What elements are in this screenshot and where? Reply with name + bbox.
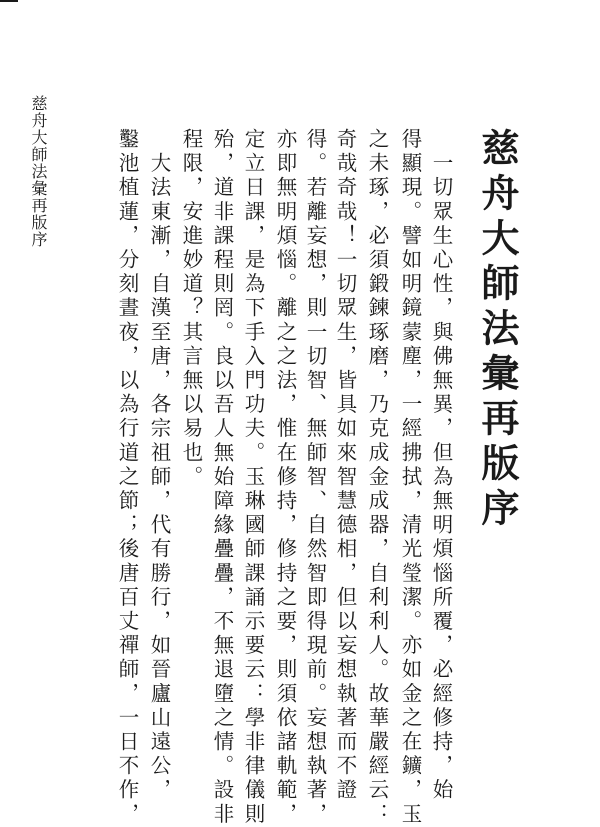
text-column-10: 大法東漸，自漢至唐，各宗祖師，代有勝行，如晉廬山遠公， xyxy=(147,128,171,803)
text-column-8: 殆，道非課程則罔。良以吾人無始障緣疊疊，不無退墮之情。設非 xyxy=(210,128,234,827)
page-number-dash xyxy=(0,0,18,2)
page-title: 慈舟大師法彙再版序 xyxy=(475,128,520,533)
text-column-6: 亦即無明煩惱。離之之法，惟在修持，修持之要，則須依諸軌範， xyxy=(273,128,297,827)
text-column-5: 得。若離妄想，則一切智、無師智、自然智即得現前。妄想執著， xyxy=(303,128,327,827)
text-column-3: 之未琢，必須鍛鍊琢磨，乃克成金成器，自利利人。故華嚴經云： xyxy=(365,128,389,827)
running-head: 慈舟大師法彙再版序 xyxy=(29,95,48,248)
text-column-9: 程限，安進妙道？其言無以易也。 xyxy=(179,128,203,490)
text-column-11: 鑿池植蓮，分刻晝夜，以為行道之節；後唐百丈禪師，一日不作， xyxy=(115,128,139,827)
text-column-4: 奇哉奇哉！一切眾生，皆具如來智慧德相，但以妄想執著而不證 xyxy=(333,128,357,803)
text-column-1: 一切眾生心性，與佛無異，但為無明煩惱所覆，必經修持，始 xyxy=(429,128,453,803)
text-column-2: 得顯現。譬如明鏡蒙塵，一經拂拭，清光瑩潔。亦如金之在鑛，玉 xyxy=(398,128,422,827)
text-column-7: 定立日課，是為下手入門功夫。玉琳國師課誦示要云：學非律儀則 xyxy=(241,128,265,827)
